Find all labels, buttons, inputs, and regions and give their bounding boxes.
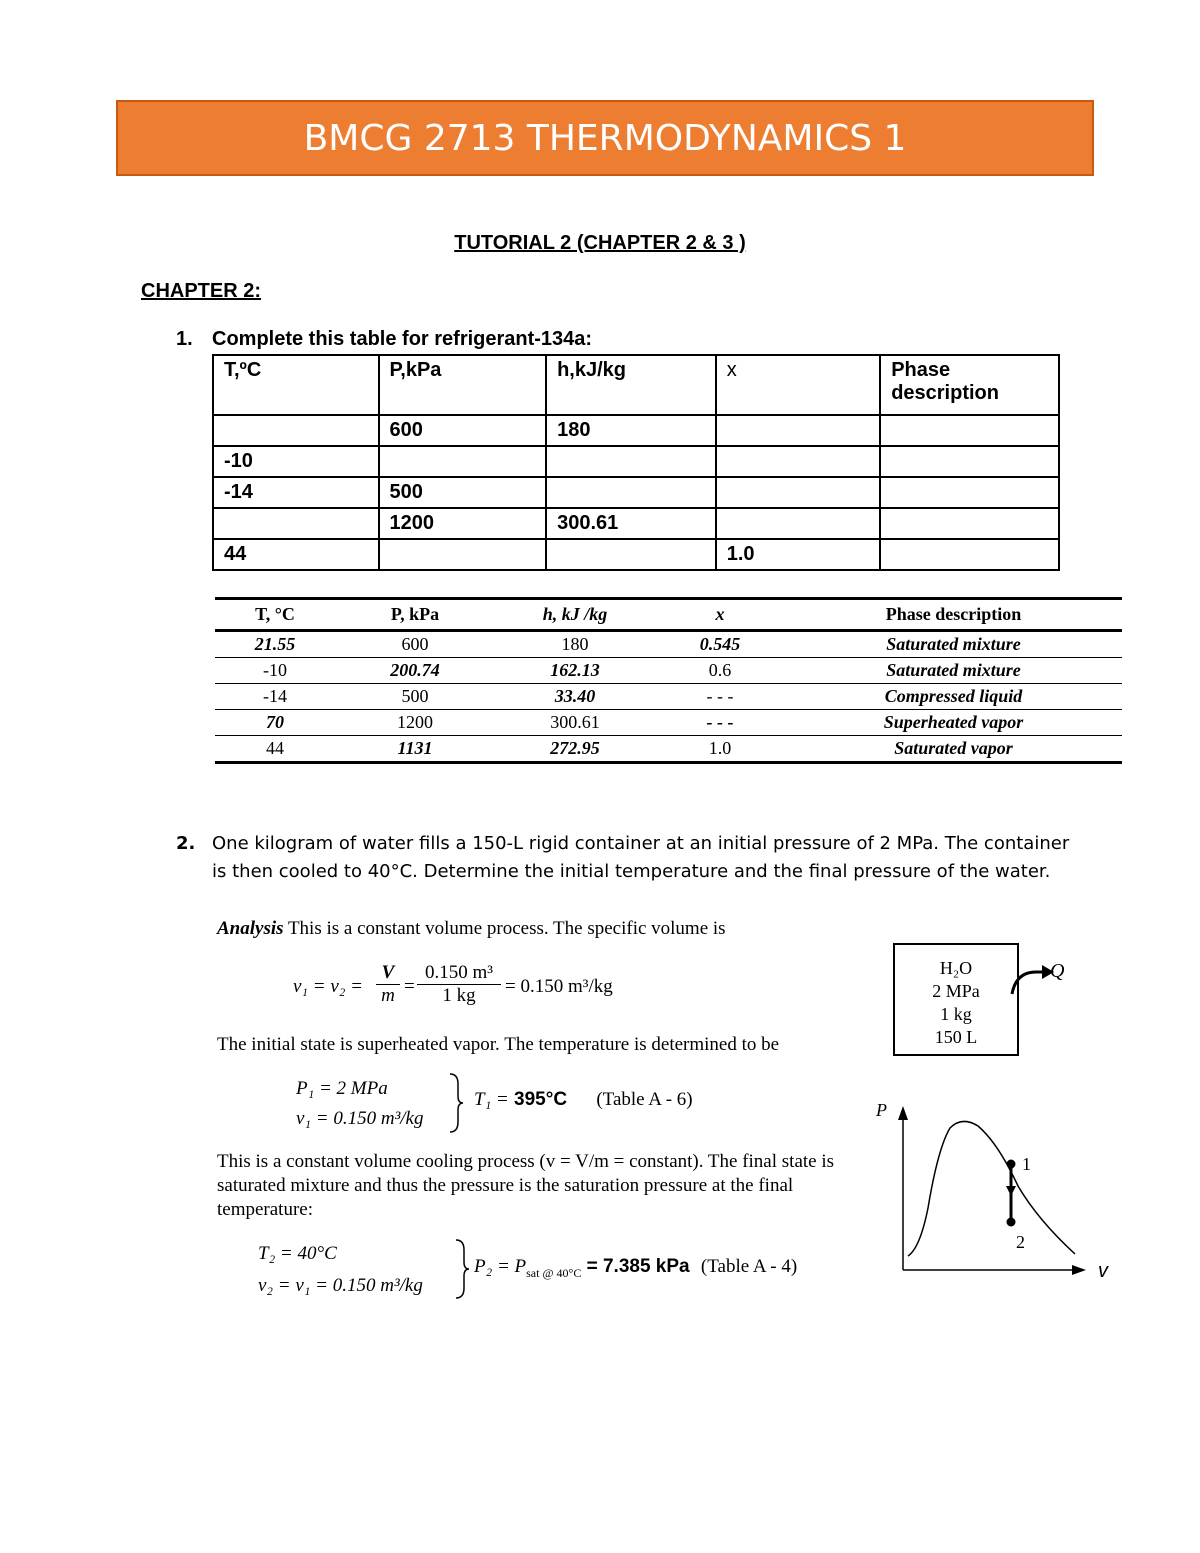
p-axis-label: P (876, 1100, 887, 1120)
table-cell (880, 539, 1059, 570)
answer-cell: 1131 (335, 736, 495, 763)
answer-cell: 33.40 (495, 684, 655, 710)
column-header: T,ºC (213, 355, 379, 415)
table-cell: 1200 (379, 508, 547, 539)
analysis-line (217, 918, 726, 940)
question-1-prompt: Complete this table for refrigerant-134a: (212, 328, 593, 350)
process-arrow-icon (1006, 1186, 1016, 1196)
eq1-frac2-den: 1 kg (442, 985, 476, 1006)
question-1-table (212, 354, 1060, 571)
table-cell (716, 415, 880, 446)
column-header: h,kJ/kg (546, 355, 716, 415)
table-cell: 600 (379, 415, 547, 446)
v-axis-label: v (1098, 1260, 1108, 1282)
answer-column-header: h, kJ /kg (495, 599, 655, 631)
container-line: 2 MPa (932, 981, 980, 1001)
table-cell (880, 415, 1059, 446)
heat-arrow-icon (1006, 958, 1056, 998)
state-1-label: 1 (1022, 1154, 1031, 1174)
saturation-dome (908, 1121, 1075, 1256)
answer-cell: 1.0 (655, 736, 785, 763)
answer-row (215, 736, 1122, 763)
eq1-frac-den: m (381, 985, 395, 1006)
answer-cell: - - - (655, 684, 785, 710)
answer-cell: 600 (335, 631, 495, 658)
eq2-result-val: 395°C (514, 1089, 568, 1110)
eq2-line2: v₁ = 0.150 m³/kg (296, 1108, 424, 1129)
table-cell (379, 446, 547, 477)
eq2-result (474, 1089, 693, 1111)
eq2-table: (Table A - 6) (596, 1089, 693, 1110)
question-1-number: 1. (176, 328, 193, 350)
eq1-fraction (376, 962, 400, 1007)
answer-cell: 180 (495, 631, 655, 658)
table-cell (880, 477, 1059, 508)
answer-cell: 44 (215, 736, 335, 763)
chapter-heading: CHAPTER 2: (141, 280, 262, 302)
question-2-number: 2. (176, 833, 196, 854)
eq3-line1: T₂ = 40°C (258, 1243, 337, 1264)
analysis-text: This is a constant volume process. The specific volume is (287, 918, 726, 939)
column-header: P,kPa (379, 355, 547, 415)
answer-cell: 70 (215, 710, 335, 736)
column-header: Phase description (880, 355, 1059, 415)
eq3-result (474, 1256, 797, 1281)
v-axis-arrow-icon (1072, 1265, 1086, 1275)
equation-final-state (258, 1238, 423, 1302)
column-header: x (716, 355, 880, 415)
answer-cell: 21.55 (215, 631, 335, 658)
answer-cell: 162.13 (495, 658, 655, 684)
answer-row (215, 710, 1122, 736)
container-box (893, 943, 1019, 1056)
state-2-point (1007, 1218, 1016, 1227)
initial-state-text: The initial state is superheated vapor. The temperature is determined to be (217, 1034, 780, 1055)
answer-cell: 200.74 (335, 658, 495, 684)
eq1-frac2-num: 0.150 m³ (417, 962, 501, 985)
answer-cell: -14 (215, 684, 335, 710)
equation-initial-state (296, 1074, 424, 1134)
eq1-equals: = (404, 976, 415, 997)
table-cell (880, 508, 1059, 539)
answer-row (215, 684, 1122, 710)
eq2-line1: P₁ = 2 MPa (296, 1078, 388, 1099)
table-header-row (213, 355, 1059, 415)
table-cell: 500 (379, 477, 547, 508)
question-2 (176, 830, 1076, 886)
course-title-banner (116, 100, 1094, 176)
heat-label: Q (1050, 960, 1065, 982)
table-row (213, 508, 1059, 539)
table-row (213, 477, 1059, 508)
answer-column-header: Phase description (785, 599, 1122, 631)
answer-cell: Saturated mixture (785, 631, 1122, 658)
eq1-fraction-2 (417, 962, 501, 1007)
answer-cell: Superheated vapor (785, 710, 1122, 736)
table-cell (379, 539, 547, 570)
eq2-result-var: T₁ = (474, 1089, 509, 1110)
answer-column-header: T, °C (215, 599, 335, 631)
table-cell: -14 (213, 477, 379, 508)
tutorial-title: TUTORIAL 2 (CHAPTER 2 & 3 ) (454, 232, 746, 254)
answer-cell: Compressed liquid (785, 684, 1122, 710)
answer-header-row (215, 599, 1122, 631)
eq1-left: v₁ = v₂ = (293, 976, 363, 997)
answer-cell: 300.61 (495, 710, 655, 736)
answer-cell: 0.545 (655, 631, 785, 658)
answer-cell: 272.95 (495, 736, 655, 763)
container-line: 1 kg (940, 1004, 972, 1024)
answer-row (215, 658, 1122, 684)
answer-cell: - - - (655, 710, 785, 736)
table-cell (213, 508, 379, 539)
table-cell (716, 477, 880, 508)
right-brace-icon (452, 1238, 472, 1300)
eq3-sub: sat @ 40°C (526, 1265, 582, 1280)
state-2-label: 2 (1016, 1232, 1025, 1252)
table-row (213, 539, 1059, 570)
table-cell (546, 477, 716, 508)
question-2-text: One kilogram of water fills a 150-L rigid container at an initial pressure of 2 MPa. The container is then cooled to 40°C. Determine the initial temperature and the final pressure of the water. (212, 833, 1070, 882)
course-title: BMCG 2713 THERMODYNAMICS 1 (303, 117, 907, 159)
table-cell: 300.61 (546, 508, 716, 539)
right-brace-icon (446, 1072, 466, 1134)
container-line: H₂O (939, 958, 973, 978)
p-axis-arrow-icon (898, 1106, 908, 1120)
table-cell (880, 446, 1059, 477)
table-cell: -10 (213, 446, 379, 477)
answer-cell: Saturated vapor (785, 736, 1122, 763)
container-line: 150 L (934, 1027, 978, 1047)
cooling-process-text: This is a constant volume cooling process (v = V/m = constant). The final state is saturated mixture and thus the pressure is the saturation pressure at the final temperature: (217, 1151, 835, 1220)
table-cell (716, 508, 880, 539)
eq1-result: = 0.150 m³/kg (505, 976, 613, 997)
answer-cell: 500 (335, 684, 495, 710)
answer-cell: Saturated mixture (785, 658, 1122, 684)
eq3-val: = 7.385 kPa (586, 1256, 690, 1277)
table-cell: 180 (546, 415, 716, 446)
table-cell (716, 446, 880, 477)
answer-cell: 1200 (335, 710, 495, 736)
answer-column-header: x (655, 599, 785, 631)
table-cell: 1.0 (716, 539, 880, 570)
answer-row (215, 631, 1122, 658)
table-row (213, 446, 1059, 477)
state-1-point (1007, 1160, 1016, 1169)
table-cell (546, 446, 716, 477)
table-row (213, 415, 1059, 446)
answer-table (215, 597, 1122, 764)
answer-cell: 0.6 (655, 658, 785, 684)
eq3-table: (Table A - 4) (700, 1256, 798, 1277)
eq3-var: P₂ = P (474, 1256, 527, 1277)
analysis-label: Analysis (217, 918, 284, 939)
answer-cell: -10 (215, 658, 335, 684)
eq3-line2: v₂ = v₁ = 0.150 m³/kg (258, 1275, 423, 1296)
answer-column-header: P, kPa (335, 599, 495, 631)
pv-diagram (870, 1098, 1130, 1288)
eq1-frac-num: V (376, 962, 400, 985)
table-cell (213, 415, 379, 446)
question-1 (176, 328, 592, 351)
table-cell (546, 539, 716, 570)
table-cell: 44 (213, 539, 379, 570)
